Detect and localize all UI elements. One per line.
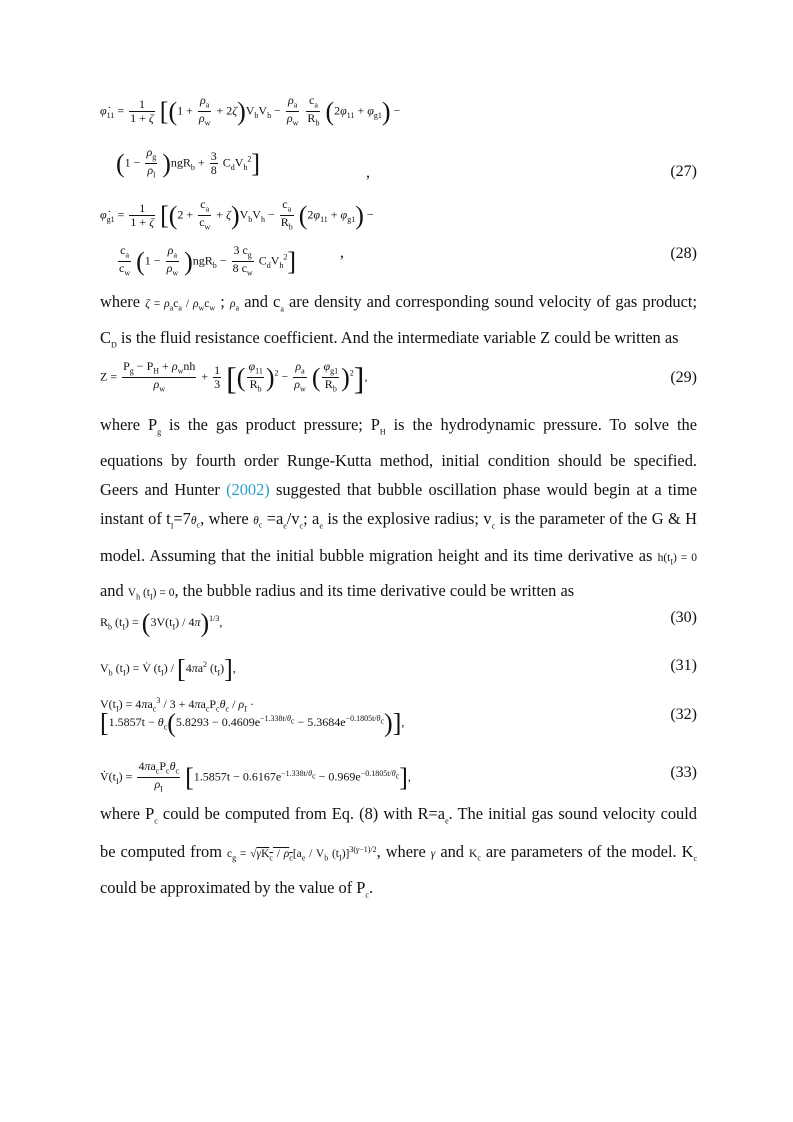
equation-31-number: (31)	[670, 657, 697, 674]
citation-link[interactable]: (2002)	[226, 480, 270, 500]
equation-28-number: (28)	[670, 245, 697, 262]
equation-30-number: (30)	[670, 609, 697, 626]
paragraph-gas-definitions: where $\zeta = \rho_ac_a / \rho_wc_w$ ; $\rho_a$ and $c_a$ are density and corresponding sound velocity of gas product; $C_D$ is the fluid resistance coefficient. And the intermediate variable Z could be written as	[100, 292, 698, 350]
equation-28-line2: $\frac{c_a}{c_w}$ (1 − $\frac{\rho_a}{\rho_w}$ )ngR$_b$ − $\frac{3 c_g}{8 c_w}$ $C_dV_h^2$]	[119, 243, 297, 278]
equation-29-number: (29)	[670, 369, 697, 386]
equation-31: $V_b$ $(t_I)$ = V̇ $(t_I) / [4\pi a^2$ $(t_I)$],	[100, 654, 236, 684]
equation-27-comma: ,	[366, 164, 370, 181]
equation-28-comma: ,	[340, 244, 344, 261]
equation-33: $V̇(t_I)$ = $\frac{4\pi a_cP_c\theta_c}{\rho_I}$ $[1.5857t - 0.6167e^{-1.338t/\theta_c} - 0.969e^{-0.1805t/\theta_c}]$,	[100, 759, 411, 794]
equation-32-line2: $[1.5857t - \theta_c(5.8293 - 0.4609e^{-1.338t/\theta_c} - 5.3684e^{-0.1805t/\theta_c})]$,	[100, 708, 405, 738]
paragraph-sound-velocity: where $P_c$ could be computed from Eq. (8) with $R=a_e$. The initial gas sound velocity could be computed from $c_g = √\gamma K_c / \rho_c[a_e / V_b$ $(t_I)]^{3(\gamma-1)/2}$, where γ and $K_c$ are parameters of the model. $K_c$ could be approximated by the value of $P_c$.	[100, 804, 698, 900]
equation-27-number: (27)	[670, 163, 697, 180]
equation-32: $V(t_I) = 4\pi a_c^3 / 3 + 4\pi a_cP_c\theta_c / \rho_I$ ·	[100, 696, 254, 714]
equation-29: Z = $\frac{P_g - P_H + \rho_wnh}{\rho_w}$ + $\frac{1}{3}$ [( $\frac{\varphi_{11}}{R_b}$ )$^2$ − $\frac{\rho_a}{\rho_w}$ ( $\frac{\varphi_{g1}}{R_b}$ )$^2$],	[100, 359, 368, 396]
equation-27: $\varphi̇_{11}$ = $\frac{1}{1 + \zeta}$ [(1 + $\frac{\rho_a}{\rho_w}$ + $2\zeta)V_bV_h$ − $\frac{\rho_a}{\rho_w}$ $\frac{c_a}{R_b}$ $(2\varphi_{11} + \varphi_{g1})$ −	[100, 93, 401, 128]
equation-30: $R_b$ $(t_I) = (3V(t_I) / 4\pi)^{1/3}$,	[100, 608, 223, 638]
equation-28: $\varphi̇_{g1}$ = $\frac{1}{1 + \zeta}$ [(2 + $\frac{c_a}{c_w}$ + $\zeta)V_bV_h$ − $\frac{c_a}{R_b}$ $(2\varphi_{11} + \varphi_{g1})$ −	[100, 197, 374, 232]
equation-33-number: (33)	[670, 764, 697, 781]
equation-27-line2: (1 − $\frac{\rho_g}{\rho_l}$ )ngR$_b$ + $\frac{3}{8}$ $C_dV_h^2$]	[116, 145, 261, 180]
paragraph-initial-conditions: where $P_g$ is the gas product pressure; $P_H$ is the hydrodynamic pressure. To solve the equations by fourth order Runge-Kutta method, initial condition should be specified. Geers and Hunter (2002) suggested that bubble oscillation phase would begin at a time instant of $t_I=7\theta_c$, where $\theta_c =a_e/v_c$; $a_e$ is the explosive radius; $v_c$ is the parameter of the G & H model. Assuming that the initial bubble migration height and its time derivative as $h(t_I) = 0$ and $V_h$ $(t_I) = 0$, the bubble radius and its time derivative could be written as	[100, 415, 697, 602]
equation-32-number: (32)	[670, 706, 697, 723]
